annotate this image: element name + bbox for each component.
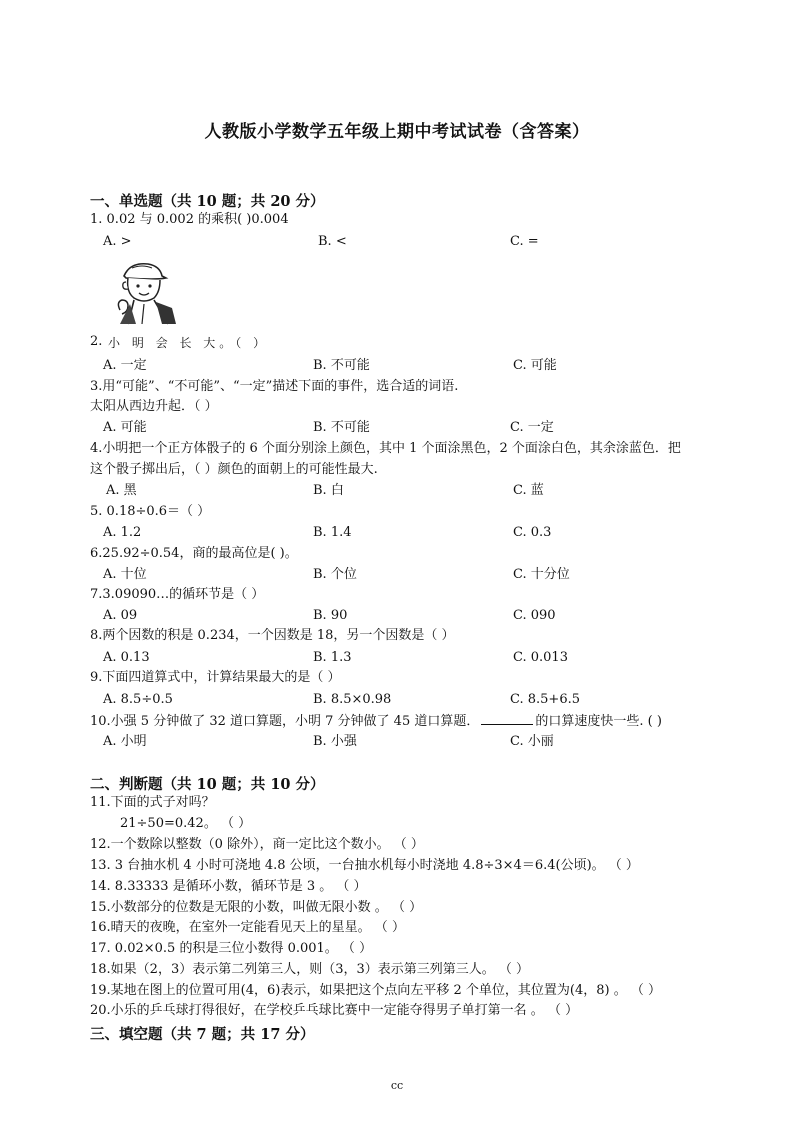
question-9-option-a: A. 8.5÷0.5 (103, 692, 173, 707)
question-9-option-c: C. 8.5+6.5 (510, 692, 580, 707)
section-heading-true-false: 二、判断题（共 10 题；共 10 分） (90, 776, 325, 793)
question-3-option-b: B. 不可能 (313, 420, 370, 435)
page-title: 人教版小学数学五年级上期中考试试卷（含答案） (204, 122, 590, 142)
section-heading-fill-in: 三、填空题（共 7 题；共 17 分） (90, 1026, 315, 1043)
question-2-option-b: B. 不可能 (313, 358, 370, 373)
question-2-stem: 小 明 会 长 大。（ ） (108, 336, 270, 350)
question-8-option-c: C. 0.013 (513, 650, 568, 665)
judge-question-18: 18.如果（2，3）表示第二列第三人，则（3，3）表示第三列第三人。 （ ） (90, 962, 530, 977)
judge-question-15: 15.小数部分的位数是无限的小数，叫做无限小数 。 （ ） (90, 900, 423, 915)
question-7-option-b: B. 90 (313, 608, 348, 623)
question-6-option-a: A. 十位 (103, 567, 147, 582)
judge-question-19: 19.某地在图上的位置可用(4，6)表示，如果把这个点向左平移 2 个单位，其位置为(4，8) 。 （ ） (90, 983, 661, 998)
question-10-option-a: A. 小明 (103, 734, 147, 749)
question-1-stem: 1. 0.02 与 0.002 的乘积( )0.004 (90, 212, 289, 227)
judge-question-16: 16.晴天的夜晚，在室外一定能看见天上的星星。 （ ） (90, 920, 405, 935)
question-7-option-a: A. 09 (103, 608, 138, 623)
judge-question-17: 17. 0.02×0.5 的积是三位小数得 0.001。 （ ） (90, 941, 373, 956)
question-7-option-c: C. 090 (513, 608, 556, 623)
question-3-stem: 3.用“可能”、“不可能”、“一定”描述下面的事件，选合适的词语. (90, 379, 459, 394)
question-2-number: 2. (90, 334, 103, 349)
question-8-option-a: A. 0.13 (103, 650, 150, 665)
question-8-option-b: B. 1.3 (313, 650, 352, 665)
question-9-stem: 9.下面四道算式中，计算结果最大的是（ ） (90, 670, 341, 685)
question-6-option-b: B. 个位 (313, 567, 357, 582)
question-4-option-b: B. 白 (313, 483, 344, 498)
judge-question-13: 13. 3 台抽水机 4 小时可浇地 4.8 公顷，一台抽水机每小时浇地 4.8÷3×4＝6.4(公顷)。 （ ） (90, 858, 639, 873)
section-heading-single-choice: 一、单选题（共 10 题；共 20 分） (90, 193, 325, 210)
question-3-stem-line2: 太阳从西边升起．（ ） (90, 399, 218, 414)
boy-with-cap-illustration (106, 258, 182, 326)
page-footer: cc (390, 1079, 404, 1092)
question-10-stem-pre: 10.小强 5 分钟做了 32 道口算题，小明 7 分钟做了 45 道口算题． (90, 714, 480, 729)
question-7-stem: 7.3.09090…的循环节是（ ） (90, 587, 265, 602)
question-5-option-a: A. 1.2 (103, 525, 142, 540)
question-2-option-a: A. 一定 (103, 358, 147, 373)
question-10-option-b: B. 小强 (313, 734, 357, 749)
question-3-option-c: C. 一定 (510, 420, 554, 435)
question-10-stem-post: 的口算速度快一些. ( ) (535, 714, 662, 729)
question-5-stem: 5. 0.18÷0.6＝（ ） (90, 504, 211, 519)
question-4-option-a: A. 黑 (106, 483, 137, 498)
question-6-option-c: C. 十分位 (513, 567, 570, 582)
judge-question-20: 20.小乐的乒乓球打得很好，在学校乒乓球比赛中一定能夺得男子单打第一名 。 （ ） (90, 1003, 579, 1018)
question-10-option-c: C. 小丽 (510, 734, 554, 749)
question-9-option-b: B. 8.5×0.98 (313, 692, 392, 707)
question-1-option-a: A. > (103, 234, 132, 249)
question-10-stem (90, 713, 662, 730)
answer-blank[interactable] (481, 713, 533, 725)
question-4-stem-line2: 这个骰子掷出后，（ ）颜色的面朝上的可能性最大. (90, 462, 378, 477)
question-4-stem: 4.小明把一个正方体骰子的 6 个面分别涂上颜色，其中 1 个面涂黑色，2 个面涂白色，其余涂蓝色．把 (90, 441, 681, 456)
judge-question-11: 11.下面的式子对吗？ (90, 795, 215, 810)
question-5-option-b: B. 1.4 (313, 525, 352, 540)
question-2-option-c: C. 可能 (513, 358, 557, 373)
question-1-option-b: B. < (318, 234, 347, 249)
judge-question-12: 12.一个数除以整数（0 除外），商一定比这个数小。 （ ） (90, 837, 424, 852)
judge-question-14: 14. 8.33333 是循环小数，循环节是 3 。 （ ） (90, 879, 367, 894)
question-4-option-c: C. 蓝 (513, 483, 544, 498)
question-1-option-c: C. = (510, 234, 539, 249)
question-6-stem: 6.25.92÷0.54，商的最高位是( )。 (90, 546, 298, 561)
judge-question-11-expression: 21÷50=0.42。 （ ） (120, 816, 252, 831)
question-3-option-a: A. 可能 (103, 420, 147, 435)
question-8-stem: 8.两个因数的积是 0.234，一个因数是 18，另一个因数是（ ） (90, 628, 455, 643)
question-5-option-c: C. 0.3 (513, 525, 552, 540)
